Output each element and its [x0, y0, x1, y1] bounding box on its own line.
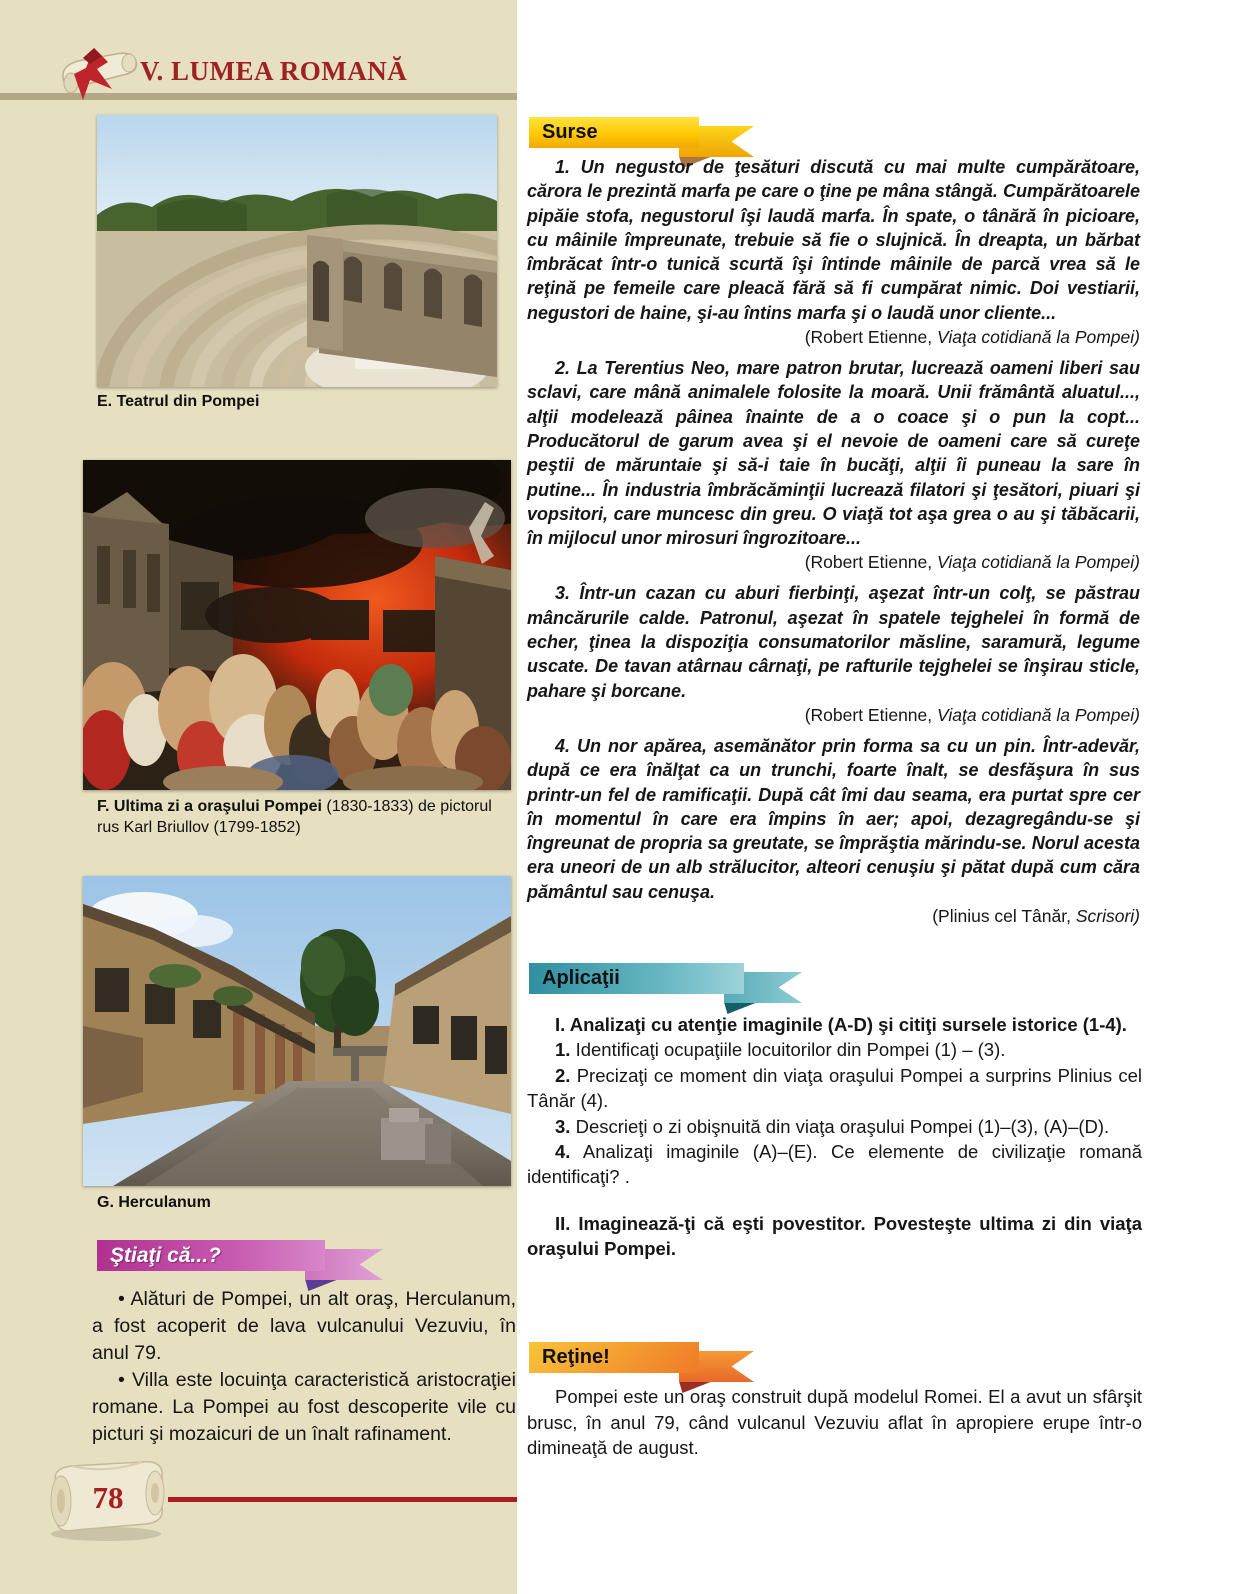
figure-caption-f: F. Ultima zi a oraşului Pompei (1830-1833) de pictorul rus Karl Briullov (1799-1852): [97, 798, 492, 836]
did-you-know-banner-label: Ştiaţi că...?: [97, 1240, 325, 1271]
source-paragraph: 3. Într-un cazan cu aburi fierbinţi, aşezat într-un colţ, se păstrau mâncărurile calde. Patronul, aşezat în spatele tejghelei în formă de echer, ţinea la dispoziţia consumatorilor măsline, saramură, legume uscate. De tavan atârnau cârnaţi, pe rafturile tejghelei se înşirau sticle, pahare şi borcane.: [527, 583, 1140, 701]
source-attribution: (Robert Etienne, Viaţa cotidiană la Pompei): [804, 552, 1140, 573]
remember-banner-label: Reţine!: [529, 1342, 699, 1373]
theater-photo: [97, 115, 497, 387]
task-item: 1. Identificaţi ocupaţiile locuitorilor din Pompei (1) – (3).: [555, 1039, 1006, 1061]
figure-caption-e: E. Teatrul din Pompei: [97, 393, 260, 410]
task-item: II. Imaginează-ţi că eşti povestitor. Povesteşte ultima zi din viaţa oraşului Pompei.: [527, 1212, 1143, 1260]
did-you-know-item: • Villa este locuinţa caracteristică aristocraţiei romane. La Pompei au fost descoperite vile cu picturi şi mozaicuri de un înalt rafinament.: [92, 1369, 516, 1445]
remember-text: Pompei este un oraş construit după modelul Romei. El a avut un sfârşit brusc, în anul 79, când vulcanul Vezuviu aflat în apropiere erupe într-o dimineaţă de august.: [527, 1386, 1142, 1458]
task-item: 3. Descrieţi o zi obişnuită din viaţa oraşului Pompei (1)–(3), (A)–(D).: [555, 1115, 1110, 1137]
applications-tasks: [527, 1012, 1142, 1262]
source-attribution: (Robert Etienne, Viaţa cotidiană la Pompei): [804, 327, 1140, 348]
task-item: I. Analizaţi cu atenţie imaginile (A-D) şi citiţi sursele istorice (1-4).: [555, 1014, 1127, 1035]
task-item: 4. Analizaţi imaginile (A)–(E). Ce elemente de civilizaţie romană identificaţi? .: [527, 1141, 1142, 1188]
source-paragraph: 1. Un negustor de ţesături discută cu mai multe cumpărătoare, cărora le prezintă marfa pe care o ţine pe mâna stângă. Cumpărătoarele pipăie stofa, negustorul îşi laudă marfa. În spate, o tânără în picioare, cu mâinile împreunate, trebuie să fie o slujnică. În dreapta, un bărbat îmbrăcat într-o tunică scurtă îşi întinde mâinile de parcă vrea să le reţină pe femeile care pleacă fără să fi cumpărat nimic. Doi vestiarii, negustori de haine, şi-au întins marfa şi o laudă unor cliente...: [527, 157, 1140, 323]
herculaneum-photo: [83, 876, 511, 1186]
right-column: [517, 0, 1240, 1594]
applications-banner-label: Aplicaţii: [529, 963, 744, 994]
sources-block: [527, 155, 1140, 935]
figure-caption-g: G. Herculanum: [97, 1194, 211, 1211]
pompeii-painting: [83, 460, 511, 790]
source-paragraph: 4. Un nor apărea, asemănător prin forma sa cu un pin. Într-adevăr, după ce era înălţat ca un trunchi, foarte înalt, se desfăşura în sus printr-un fel de ramificaţii. După cât îmi dau seama, era purtat spre cer în momentul în care era împins în aer; apoi, dezagregându-se şi îngreunat de propria sa greutate, se împrăştia mărindu-se. Norul acesta era uneori de un alb strălucitor, alteori cenuşiu şi pătat după cum căra pământul sau cenuşa.: [527, 735, 1140, 902]
task-item: 2. Precizaţi ce moment din viaţa oraşului Pompei a surprins Plinius cel Tânăr (4).: [527, 1064, 1142, 1112]
did-you-know-text: [92, 1286, 516, 1448]
source-attribution: (Plinius cel Tânăr, Scrisori): [932, 906, 1140, 927]
chapter-title: V. LUMEA ROMANĂ: [140, 56, 408, 86]
page-number: 78: [92, 1480, 124, 1515]
did-you-know-item: • Alături de Pompei, un alt oraş, Herculanum, a fost acoperit de lava vulcanului Vezuviu, în anul 79.: [92, 1288, 516, 1364]
sources-banner-label: Surse: [529, 117, 699, 148]
source-paragraph: 2. La Terentius Neo, mare patron brutar, lucrează oameni liberi sau sclavi, care mână animalele folosite la moară. Unii frământă aluatul..., alţii modelează pâinea înainte de a o coace şi o pun la copt... Producătorul de garum avea şi el nevoie de oameni care să cureţe peştii de măruntaie şi să-i taie în bucăţi, alţii îi puneau la sare în putine... În industria îmbrăcăminţii lucrează filatori şi ţesători, piuari şi vopsitori, care muncesc din greu. O viaţă tot aşa grea o au şi tăbăcarii, în mijlocul unor mirosuri îngrozitoare...: [527, 358, 1140, 549]
source-attribution: (Robert Etienne, Viaţa cotidiană la Pompei): [804, 704, 1140, 725]
